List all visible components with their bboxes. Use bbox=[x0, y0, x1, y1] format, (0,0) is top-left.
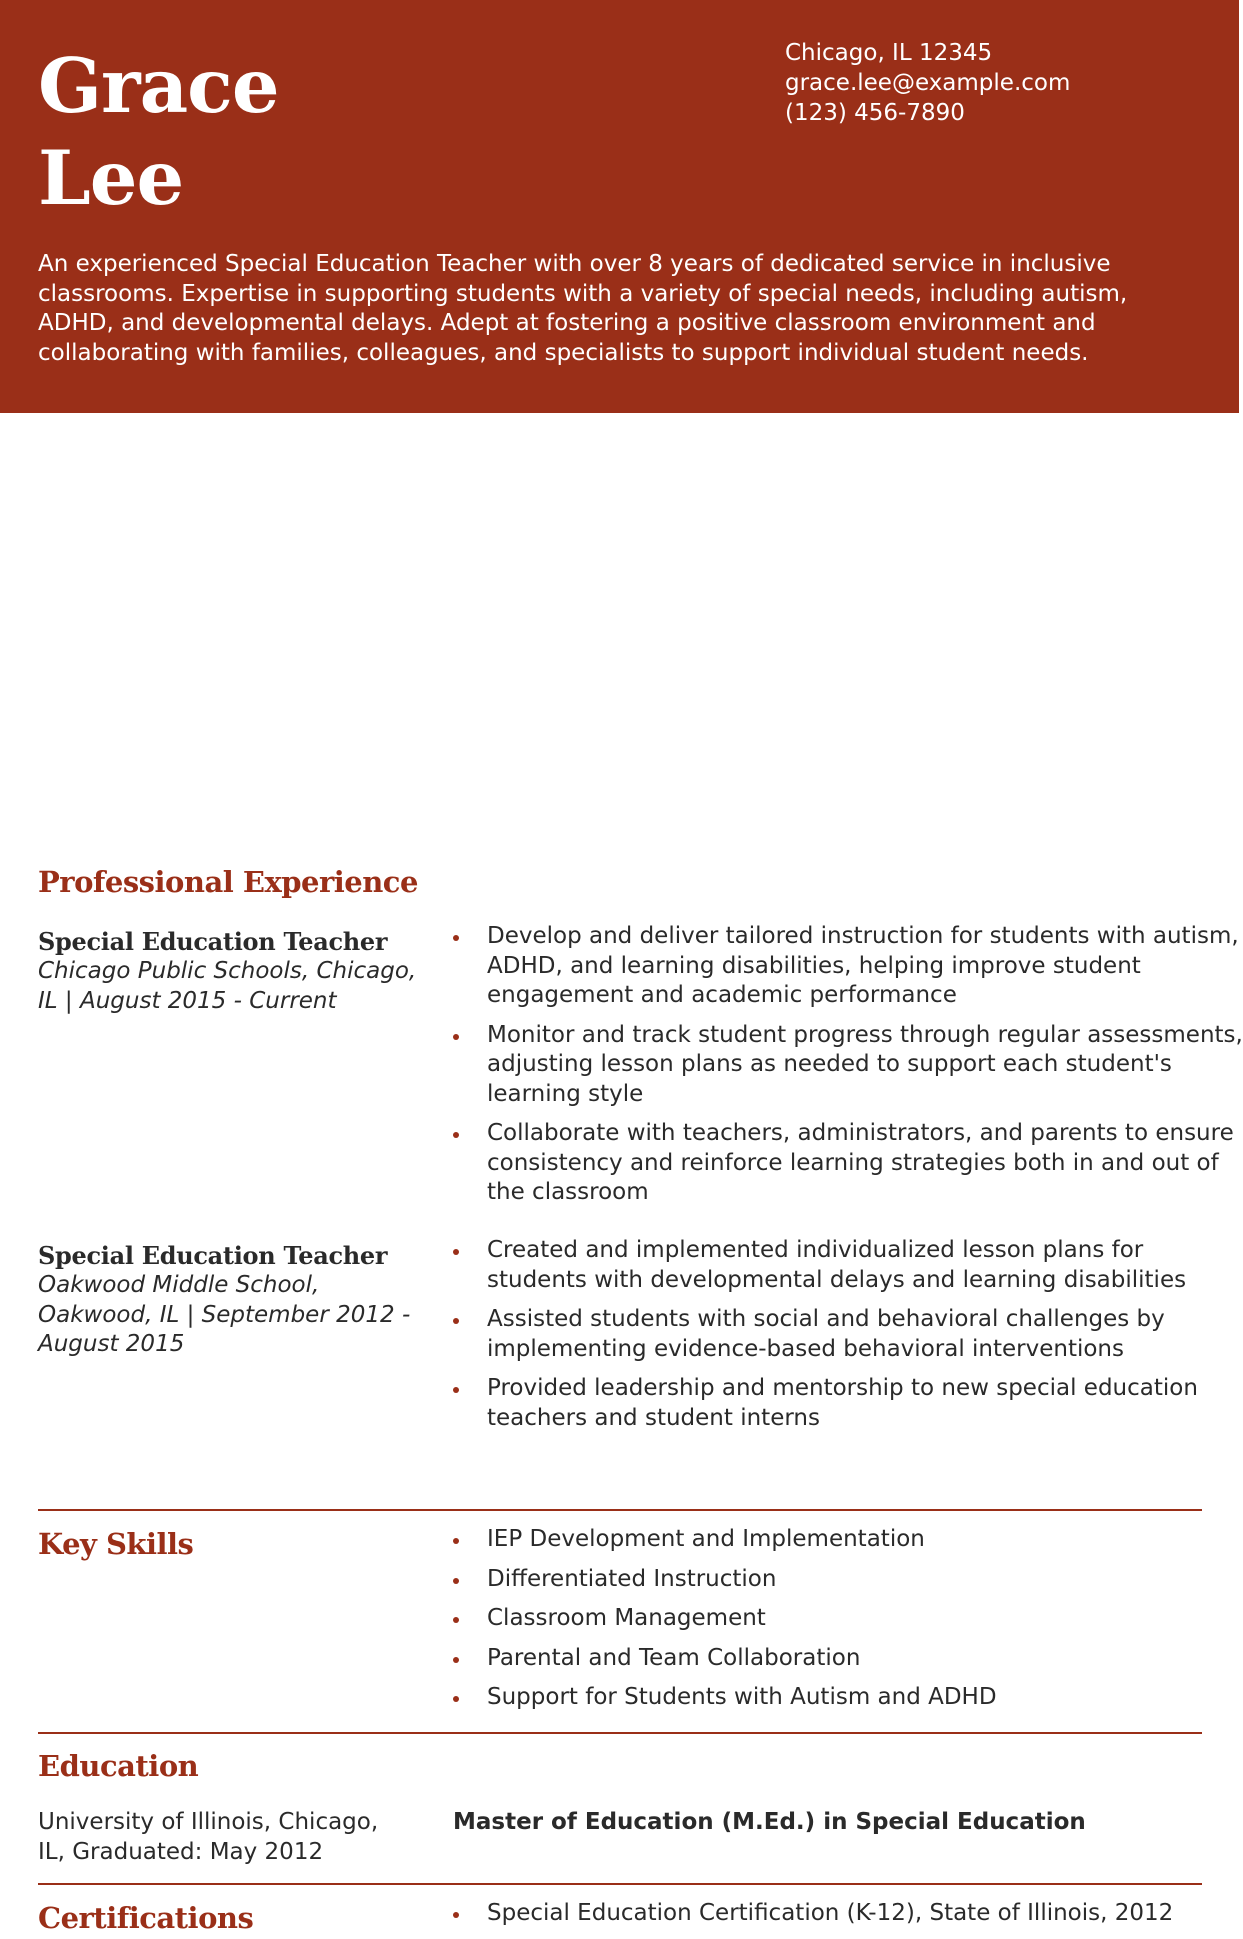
section-title-education: Education bbox=[38, 1749, 199, 1783]
job-heading bbox=[38, 1241, 418, 1360]
bullet-icon bbox=[453, 1132, 459, 1138]
list-item: Differentiated Instruction bbox=[453, 1565, 1243, 1595]
bullet-icon bbox=[453, 1387, 459, 1393]
job-title: Special Education Teacher bbox=[38, 927, 388, 956]
last-name: Lee bbox=[38, 134, 184, 222]
email[interactable]: grace.lee@example.com bbox=[785, 70, 1071, 96]
list-item: Collaborate with teachers, administrators, and parents to ensure consistency and reinforce learning strategies both in and out of the classroom bbox=[453, 1119, 1243, 1208]
bullet-icon bbox=[453, 1578, 459, 1584]
contact-info bbox=[785, 38, 1070, 128]
profile-summary: An experienced Special Education Teacher with over 8 years of dedicated service in inclusive classrooms. Expertise in supporting students with a variety of special needs, including autism, ADHD, and developmental delays. Adept at fostering a positive classroom environment and collaborating with families, colleagues, and specialists to support individual student needs. bbox=[38, 251, 1128, 366]
list-item: Provided leadership and mentorship to new special education teachers and student interns bbox=[453, 1374, 1243, 1433]
bullet-icon bbox=[453, 1249, 459, 1255]
phone[interactable]: (123) 456-7890 bbox=[785, 100, 965, 126]
job-heading bbox=[38, 927, 418, 1016]
section-title-experience: Professional Experience bbox=[38, 865, 418, 899]
bullet-icon bbox=[453, 1696, 459, 1702]
list-item: Develop and deliver tailored instruction for students with autism, ADHD, and learning disabilities, helping improve student engagement and academic performance bbox=[453, 922, 1243, 1011]
list-item: Monitor and track student progress through regular assessments, adjusting lesson plans as needed to support each student's learning style bbox=[453, 1021, 1243, 1110]
resume-header bbox=[0, 0, 1239, 413]
job-bullets bbox=[453, 922, 1243, 1218]
skills-list bbox=[453, 1525, 1243, 1723]
list-item: Special Education Certification (K-12), State of Illinois, 2012 bbox=[453, 1899, 1203, 1929]
bullet-icon bbox=[453, 1617, 459, 1623]
list-item: Support for Students with Autism and ADHD bbox=[453, 1683, 1243, 1713]
bullet-icon bbox=[453, 1912, 459, 1918]
section-title-certifications: Certifications bbox=[38, 1901, 254, 1935]
bullet-icon bbox=[453, 935, 459, 941]
job-employer-dates: Oakwood Middle School, Oakwood, IL | September 2012 - August 2015 bbox=[38, 1272, 411, 1357]
bullet-icon bbox=[453, 1657, 459, 1663]
location: Chicago, IL 12345 bbox=[785, 40, 993, 66]
full-name bbox=[38, 40, 279, 224]
job-entry bbox=[38, 923, 1243, 1227]
job-title: Special Education Teacher bbox=[38, 1241, 388, 1270]
list-item: Assisted students with social and behavioral challenges by implementing evidence-based behavioral interventions bbox=[453, 1305, 1243, 1364]
job-entry bbox=[38, 1237, 1202, 1511]
section-divider bbox=[38, 1732, 1202, 1734]
job-bullets bbox=[453, 1236, 1243, 1443]
certifications-list bbox=[453, 1899, 1203, 1939]
section-title-skills: Key Skills bbox=[38, 1527, 194, 1561]
section-divider bbox=[38, 1883, 1202, 1885]
section-divider bbox=[38, 1509, 1202, 1511]
list-item: Parental and Team Collaboration bbox=[453, 1644, 1243, 1674]
bullet-icon bbox=[453, 1034, 459, 1040]
bullet-icon bbox=[453, 1318, 459, 1324]
list-item: Created and implemented individualized lesson plans for students with developmental delays and learning disabilities bbox=[453, 1236, 1243, 1295]
education-degree: Master of Education (M.Ed.) in Special Education bbox=[453, 1809, 1086, 1835]
first-name: Grace bbox=[38, 42, 279, 130]
education-school: University of Illinois, Chicago, IL, Graduated: May 2012 bbox=[38, 1809, 379, 1865]
list-item: Classroom Management bbox=[453, 1604, 1243, 1634]
list-item: IEP Development and Implementation bbox=[453, 1525, 1243, 1555]
bullet-icon bbox=[453, 1538, 459, 1544]
job-employer-dates: Chicago Public Schools, Chicago, IL | August 2015 - Current bbox=[38, 958, 417, 1014]
